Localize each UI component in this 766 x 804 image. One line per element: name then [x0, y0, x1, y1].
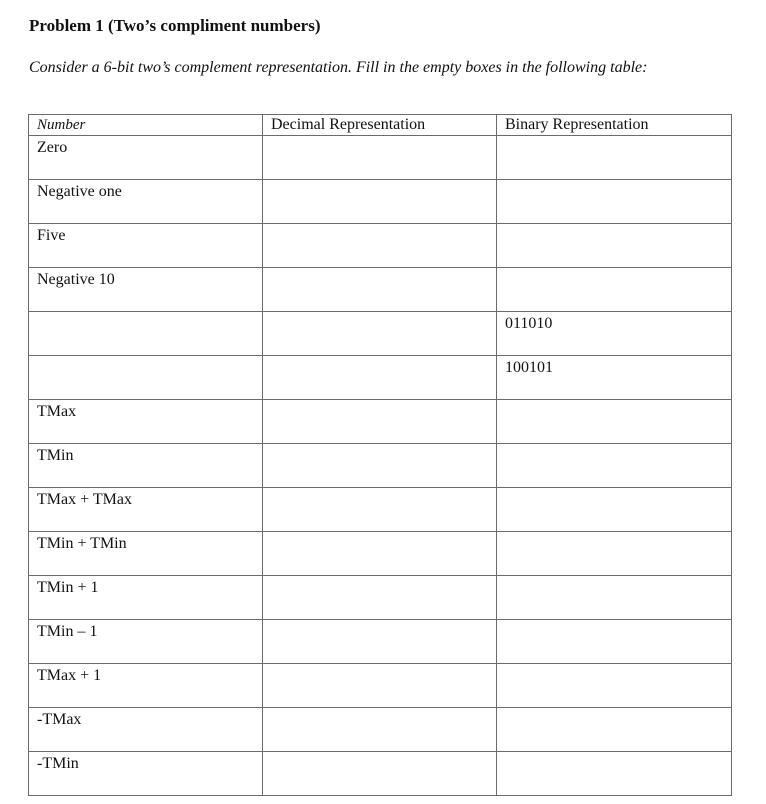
- number-cell: TMin + TMin: [29, 532, 263, 576]
- decimal-input-cell[interactable]: [263, 532, 497, 576]
- decimal-input-cell[interactable]: [263, 752, 497, 796]
- binary-input-cell[interactable]: [497, 136, 732, 180]
- table-row: [29, 664, 732, 708]
- table-row: [29, 400, 732, 444]
- decimal-input-cell[interactable]: [263, 312, 497, 356]
- number-cell: TMax: [29, 400, 263, 444]
- decimal-input-cell[interactable]: [263, 488, 497, 532]
- number-cell: TMax + TMax: [29, 488, 263, 532]
- table-row: [29, 136, 732, 180]
- number-cell: TMin + 1: [29, 576, 263, 620]
- decimal-input-cell[interactable]: [263, 224, 497, 268]
- table-row: [29, 356, 732, 400]
- number-cell: [29, 356, 263, 400]
- binary-input-cell[interactable]: [497, 180, 732, 224]
- twos-complement-table: [28, 114, 732, 796]
- decimal-input-cell[interactable]: [263, 576, 497, 620]
- table-row: [29, 532, 732, 576]
- table-row: [29, 620, 732, 664]
- number-cell: TMax + 1: [29, 664, 263, 708]
- number-cell: TMin: [29, 444, 263, 488]
- binary-input-cell[interactable]: 100101: [497, 356, 732, 400]
- binary-input-cell[interactable]: [497, 664, 732, 708]
- table-row: [29, 708, 732, 752]
- problem-title: Problem 1 (Two’s compliment numbers): [29, 16, 321, 35]
- binary-input-cell[interactable]: [497, 752, 732, 796]
- table-header-row: [29, 115, 732, 136]
- binary-input-cell[interactable]: [497, 444, 732, 488]
- table-row: [29, 444, 732, 488]
- number-cell: TMin – 1: [29, 620, 263, 664]
- table-row: [29, 268, 732, 312]
- binary-input-cell[interactable]: [497, 708, 732, 752]
- decimal-input-cell[interactable]: [263, 356, 497, 400]
- decimal-input-cell[interactable]: [263, 400, 497, 444]
- decimal-input-cell[interactable]: [263, 268, 497, 312]
- table-row: [29, 180, 732, 224]
- number-cell: [29, 312, 263, 356]
- decimal-input-cell[interactable]: [263, 664, 497, 708]
- binary-input-cell[interactable]: 011010: [497, 312, 732, 356]
- instructions-text: Consider a 6-bit two’s complement representation. Fill in the empty boxes in the following table:: [29, 59, 648, 76]
- header-number: Number: [29, 115, 263, 136]
- table-row: [29, 488, 732, 532]
- binary-input-cell[interactable]: [497, 576, 732, 620]
- binary-input-cell[interactable]: [497, 224, 732, 268]
- number-cell: Negative one: [29, 180, 263, 224]
- table-row: [29, 752, 732, 796]
- decimal-input-cell[interactable]: [263, 444, 497, 488]
- number-cell: -TMin: [29, 752, 263, 796]
- number-cell: Negative 10: [29, 268, 263, 312]
- header-decimal-representation: Decimal Representation: [263, 115, 497, 136]
- number-cell: -TMax: [29, 708, 263, 752]
- binary-input-cell[interactable]: [497, 488, 732, 532]
- decimal-input-cell[interactable]: [263, 708, 497, 752]
- decimal-input-cell[interactable]: [263, 180, 497, 224]
- decimal-input-cell[interactable]: [263, 620, 497, 664]
- binary-input-cell[interactable]: [497, 620, 732, 664]
- number-cell: Five: [29, 224, 263, 268]
- table-row: [29, 224, 732, 268]
- number-cell: Zero: [29, 136, 263, 180]
- table-row: [29, 312, 732, 356]
- binary-input-cell[interactable]: [497, 400, 732, 444]
- binary-input-cell[interactable]: [497, 532, 732, 576]
- decimal-input-cell[interactable]: [263, 136, 497, 180]
- table-row: [29, 576, 732, 620]
- binary-input-cell[interactable]: [497, 268, 732, 312]
- header-binary-representation: Binary Representation: [497, 115, 732, 136]
